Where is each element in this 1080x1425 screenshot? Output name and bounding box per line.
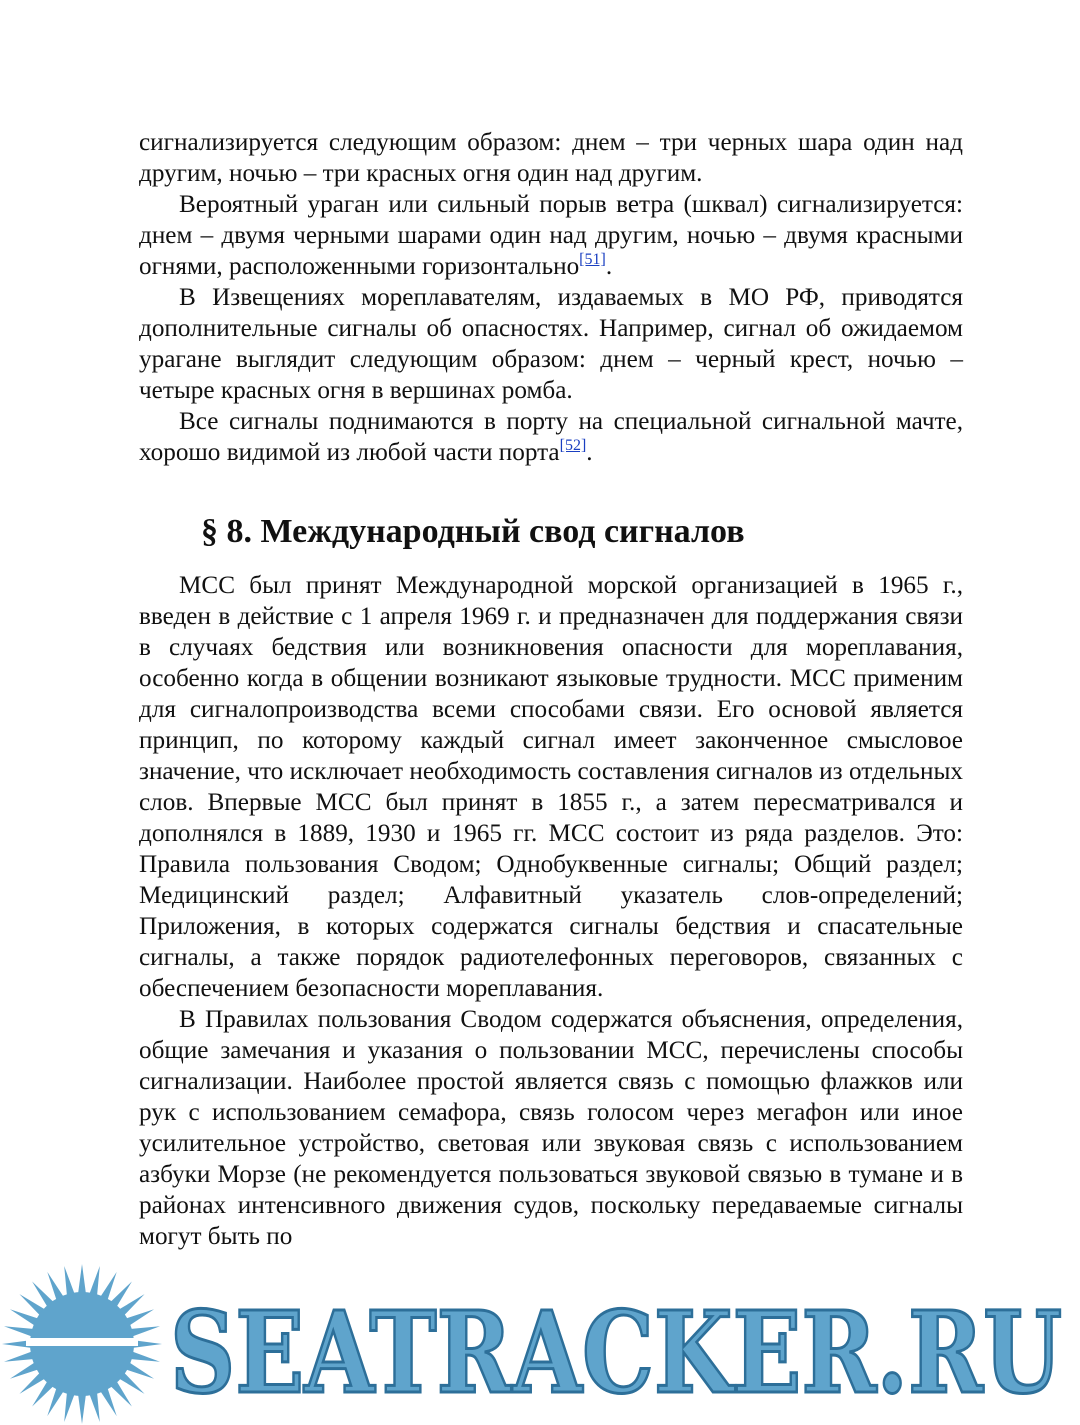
footnote-link-52[interactable]: [52] bbox=[559, 437, 587, 454]
paragraph-text: В Извещениях мореплавателям, издаваемых в МО РФ, приводятся дополнительные сигналы об опасностях. Например, сигнал об ожидаемом урагане выглядит следующим образом: днем – черный крест, ночью – четыре красных огня в вершинах ромба. bbox=[139, 284, 963, 404]
paragraph-6 bbox=[139, 1004, 963, 1252]
paragraph-text: сигнализируется следующим образом: днем – три черных шара один над другим, ночью – три красных огня один над другим. bbox=[139, 129, 963, 187]
sun-ray bbox=[64, 1392, 75, 1422]
paragraph-2 bbox=[139, 189, 963, 282]
page-content bbox=[139, 127, 963, 1252]
sun-ray bbox=[78, 1394, 86, 1424]
sun-ray bbox=[130, 1351, 160, 1362]
sun-ray bbox=[64, 1266, 75, 1296]
paragraph-3 bbox=[139, 282, 963, 406]
paragraph-5 bbox=[139, 570, 963, 1004]
paragraph-text: Вероятный ураган или сильный порыв ветра (шквал) сигнализируется: днем – двумя черными шарами один над другим, ночью – двумя красными огнями, расположенными горизонтально bbox=[139, 191, 963, 280]
sun-ray bbox=[4, 1326, 34, 1337]
paragraph-4 bbox=[139, 406, 963, 468]
sun-ray bbox=[130, 1326, 160, 1337]
paragraph-text: МСС был принят Международной морской организацией в 1965 г., введен в действие с 1 апреля 1969 г. и предназначен для поддержания связи в случаях бедствия или возникновения опасности для мореплавания, особенно когда в общении возникают языковые трудности. МСС применим для сигналопроизводства всеми способами связи. Его основой является принцип, по которому каждый сигнал имеет законченное смысловое значение, что исключает необходимость составления сигналов из отдельных слов. Впервые МСС был принят в 1855 г., а затем пересматривался и дополнялся в 1889, 1930 и 1965 гг. МСС состоит из ряда разделов. Это: Правила пользования Сводом; Однобуквенные сигналы; Общий раздел; Медицинский раздел; Алфавитный указатель слов-определений; Приложения, в которых содержатся сигналы бедствия и спасательные сигналы, а также порядок радиотелефонных переговоров, связанных с обеспечением безопасности мореплавания. bbox=[139, 572, 963, 1002]
section-heading: § 8. Международный свод сигналов bbox=[201, 513, 745, 550]
watermark bbox=[0, 1262, 1080, 1425]
sun-ray bbox=[4, 1351, 34, 1362]
paragraph-text: В Правилах пользования Сводом содержатся объяснения, определения, общие замечания и указания о пользовании МСС, перечислены способы сигнализации. Наиболее простой является связь с помощью флажков или рук с использованием семафора, связь голосом через мегафон или иное усилительное устройство, световая или звуковая связь с использованием азбуки Морзе (не рекомендуется пользоваться звуковой связью в тумане и в районах интенсивного движения судов, поскольку передаваемые сигналы могут быть по bbox=[139, 1006, 963, 1250]
footnote-link-51[interactable]: [51] bbox=[579, 251, 606, 268]
sun-logo-icon bbox=[2, 1264, 162, 1424]
paragraph-tail: . bbox=[586, 439, 593, 466]
sun-ray bbox=[89, 1392, 100, 1422]
paragraph-1 bbox=[139, 127, 963, 189]
paragraph-tail: . bbox=[605, 253, 613, 280]
paragraph-text: Все сигналы поднимаются в порту на специальной сигнальной мачте, хорошо видимой из любой части порта bbox=[139, 408, 963, 466]
watermark-text: SEATRACKER.RU bbox=[170, 1288, 1062, 1419]
sun-ray bbox=[78, 1264, 86, 1294]
sun-ray bbox=[89, 1266, 100, 1296]
